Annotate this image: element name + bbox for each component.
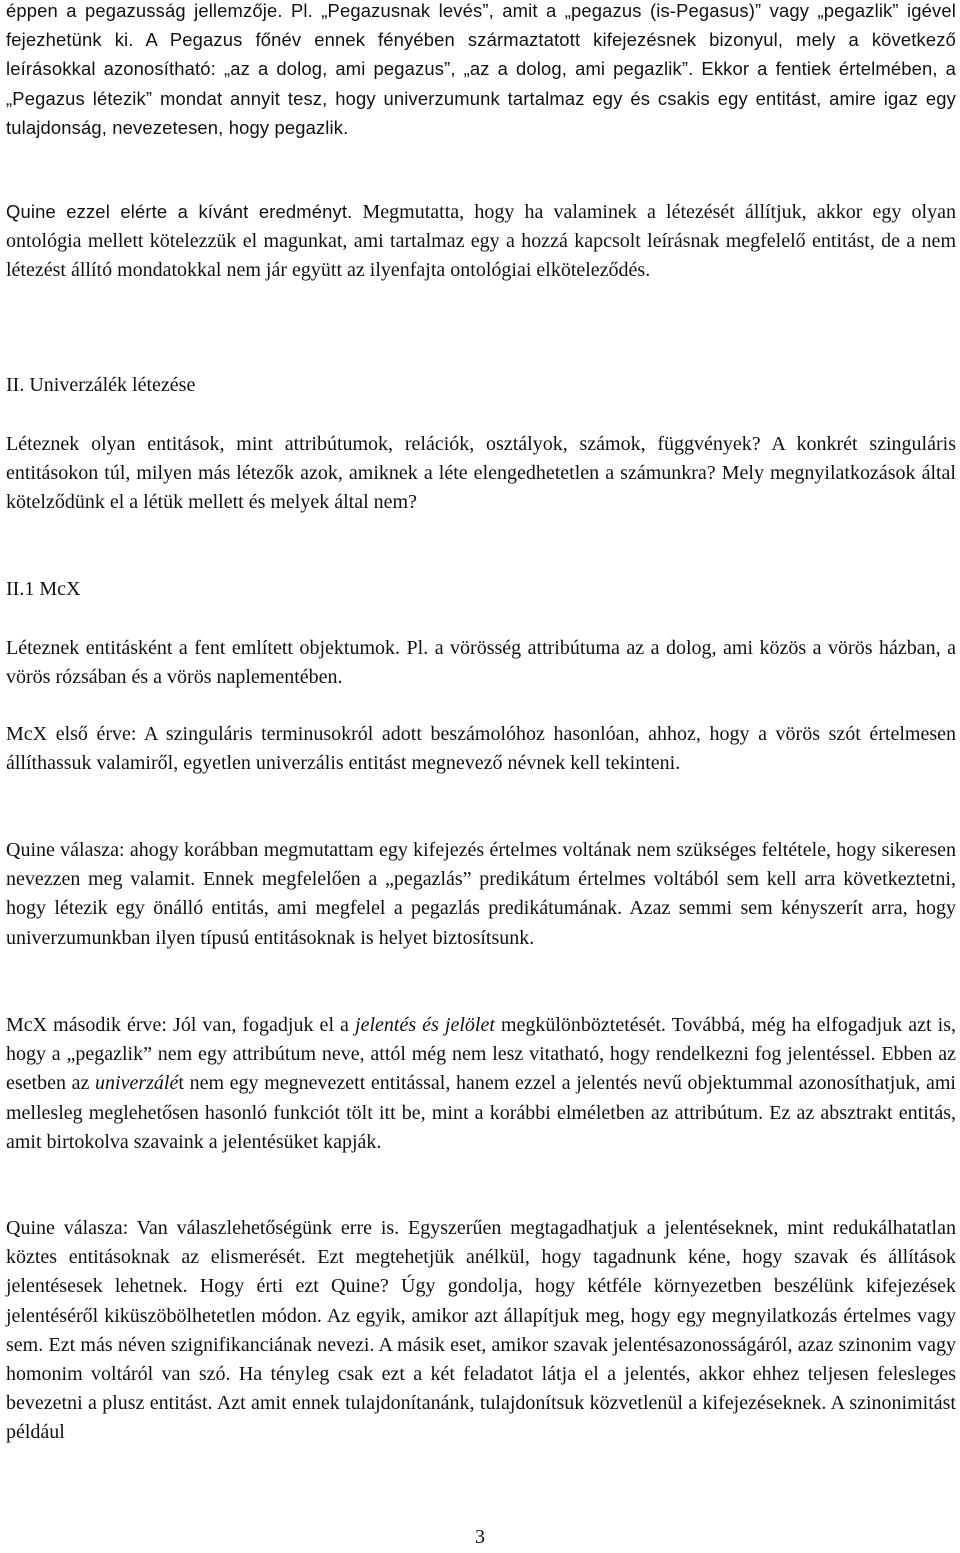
mcx-first-argument: McX első érve: A szinguláris terminusokról adott beszámolóhoz hasonlóan, ahhoz, hogy a vörös szót értelmesen állíthassuk valamiről, egyetlen univerzális entitást megnevező névnek kell tekinteni. <box>6 723 956 775</box>
mcx-second-argument <box>6 1011 956 1157</box>
jelentes-es-jelolet-term: jelentés és jelölet <box>355 1014 495 1036</box>
subsection-heading: II.1 McX <box>6 578 81 600</box>
univerzale-term: univerzálé <box>95 1072 179 1095</box>
quine-second-reply: Quine válasza: Van válaszlehetőségünk erre is. Egyszerűen megtagadhatjuk a jelentéseknek, mint redukálhatatlan köztes entitásoknak az elismerését. Ezt megtehetjük anélkül, hogy tagadnunk kéne, hogy szavak és állítások jelentésesek lehetnek. Hogy érti ezt Quine? Úgy gondolja, hogy kétféle környezetben beszélünk kifejezések jelentéséről kiküszöbölhetetlen módon. Az egyik, amikor azt állapítjuk meg, hogy egy megnyilatkozás értelmes vagy sem. Ezt más néven szignifikanciának nevezi. A másik eset, amikor szavak jelentésazonosságáról, azaz szinonim vagy homonim voltáról van szó. Ha tényleg csak ezt a két feladatot látja el a jelentés, akkor ehhez teljesen felesleges bevezetni a plusz entitást. Azt amit ennek tulajdonítanánk, tulajdonítsuk közvetlenül a kifejezéseknek. A szinonimitást például <box>6 1217 956 1444</box>
page-number: 3 <box>475 1526 485 1548</box>
quine-first-reply: Quine válasza: ahogy korábban megmutattam egy kifejezés értelmes voltának nem szükséges feltétele, hogy sikeresen nevezzen meg valamit. Ennek megfelelően a „pegazlás” predikátum értelmes voltából sem kell arra következtetni, hogy létezik egy önálló entitás, ami megfelel a pegazlás predikátumának. Azaz semmi sem kényszerít arra, hogy univerzumunkban ilyen típusú entitásoknak is helyet biztosítsunk. <box>6 839 956 949</box>
quine-result-body: Megmutatta, hogy ha valaminek a létezését állítjuk, akkor egy olyan ontológia mellett kötelezzük el magunkat, ami tartalmaz egy a hozzá kapcsolt leírásnak megfelelő entitást, de a nem létezést állító mondatokkal nem jár együtt az ilyenfajta ontológiai elköteleződés. <box>6 201 956 282</box>
intro-paragraph: éppen a pegazusság jellemzője. Pl. „Pegazusnak levés”, amit a „pegazus (is-Pegasus)” vagy „pegazlik” igével fejezhetünk ki. A Pegazus főnév ennek fényében származtatott kifejezésnek bizonyul, mely a következő leírásokkal azonosítható: „az a dolog, ami pegazus”, „az a dolog, ami pegazlik”. Ekkor a fentiek értelmében, a „Pegazus létezik” mondat annyit tesz, hogy univerzumunk tartalmaz egy és csakis egy entitást, amire igaz egy tulajdonság, nevezetesen, hogy pegazlik. <box>6 0 956 138</box>
section-heading: II. Univerzálék létezése <box>6 374 196 396</box>
questions-paragraph: Léteznek olyan entitások, mint attribútumok, relációk, osztályok, számok, függvények? A konkrét szinguláris entitásokon túl, milyen más létezők azok, amiknek a léte elengedhetetlen a számunkra? Mely megnyilatkozások által kötelződünk el a létük mellett és melyek által nem? <box>6 433 956 514</box>
quine-result-lead: Quine ezzel elérte a kívánt eredményt. <box>6 201 353 222</box>
quine-result-paragraph <box>6 197 956 286</box>
mcx-second-argument-part-b: megkülönböztetését. Továbbá, még ha elfogadjuk azt is, hogy a „pegazlik” nem egy attribútum neve, attól még nem lesz vitatható, hogy rendelkezni fog jelentéssel. Ebben az esetben az <box>6 1014 956 1095</box>
mcx-second-argument-part-a: McX második érve: Jól van, fogadjuk el a <box>6 1014 356 1036</box>
mcx-paragraph: Léteznek entitásként a fent említett objektumok. Pl. a vörösség attribútuma az a dolog, ami közös a vörös házban, a vörös rózsában és a vörös naplementében. <box>6 637 956 689</box>
mcx-second-argument-part-c: t nem egy megnevezett entitással, hanem ezzel a jelentés nevű objektummal azonosíthatjuk, ami mellesleg meglehetősen hasonló funkciót tölt itt be, mint a korábbi elméletben az attribútum. Ez az absztrakt entitás, amit birtokolva szavaink a jelentésüket kapják. <box>6 1072 956 1153</box>
